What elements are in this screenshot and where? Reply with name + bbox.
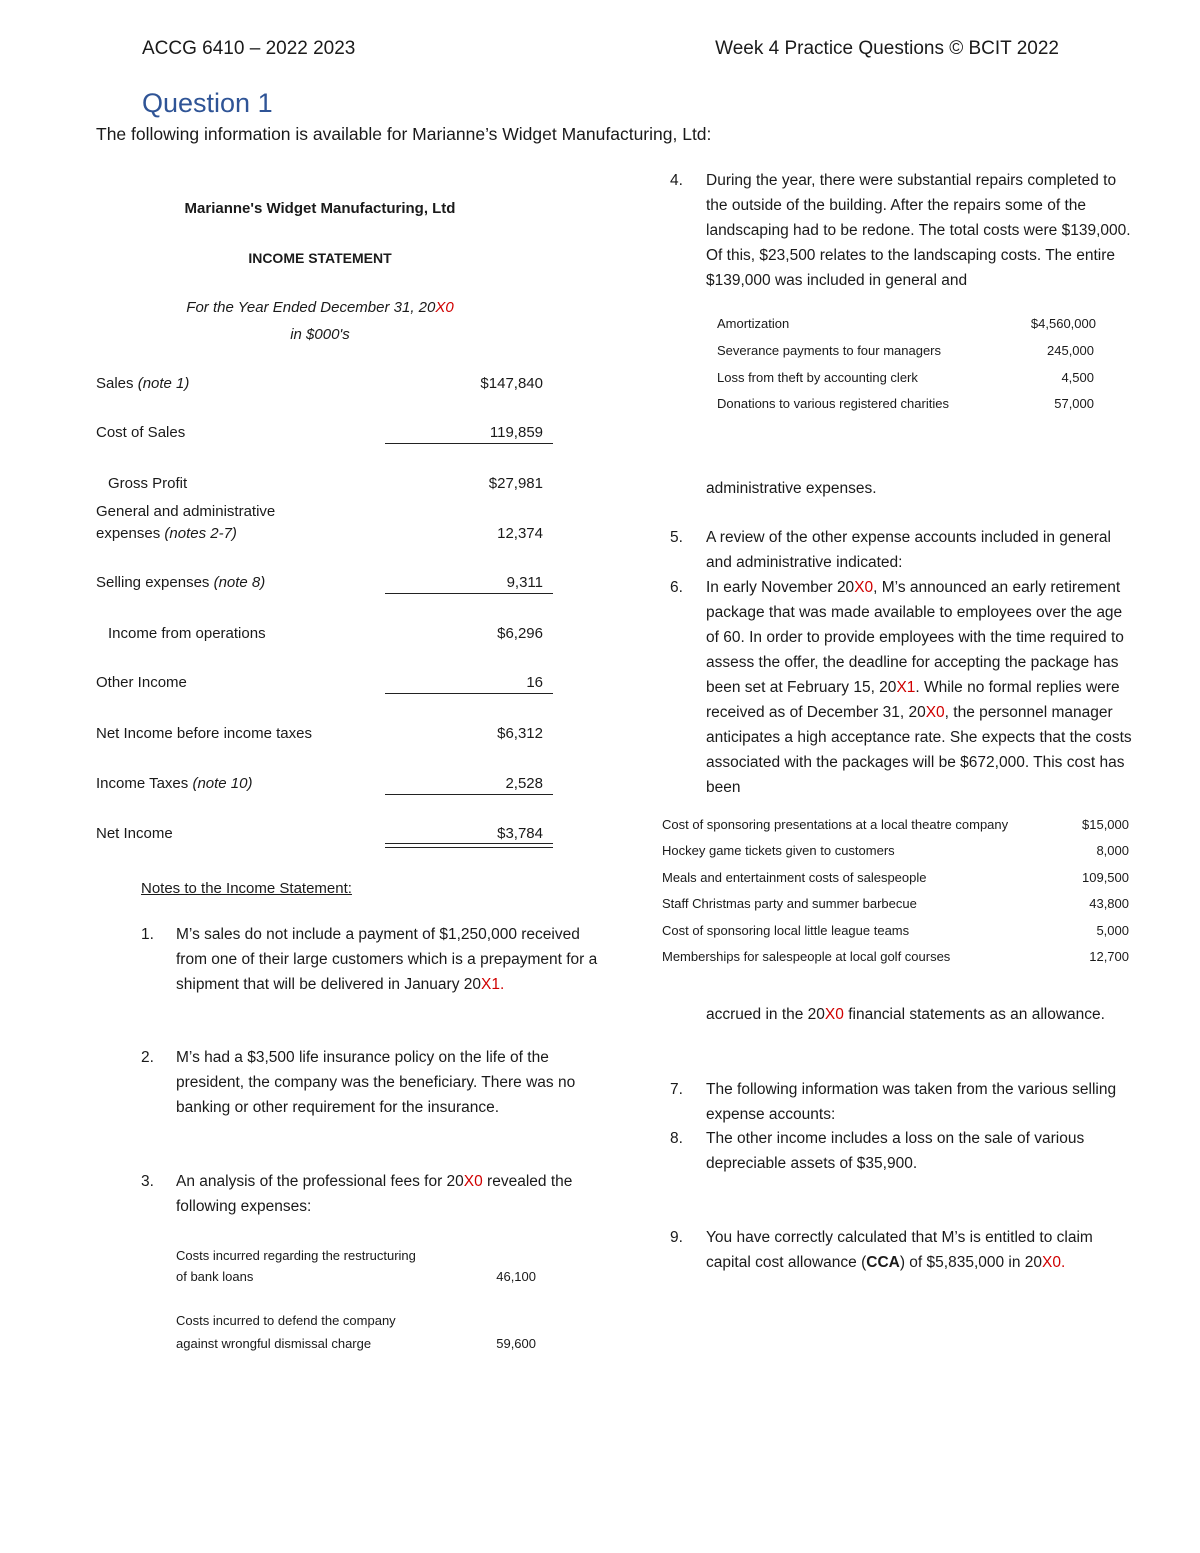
selling-label: Meals and entertainment costs of salespeople	[662, 870, 927, 885]
row-label-other-income: Other Income	[96, 674, 187, 691]
row-value-gross-profit: $27,981	[488, 475, 543, 492]
row-label-ga-line1: General and administrative	[96, 503, 276, 520]
note-6-continued: accrued in the 20X0 financial statements as an allowance.	[706, 1006, 1105, 1023]
header-week: Week 4 Practice Questions © BCIT 2022	[715, 38, 1059, 59]
row-label-gross-profit: Gross Profit	[108, 475, 188, 492]
expense-label: Amortization	[717, 316, 790, 331]
fee-label-line1: Costs incurred to defend the company	[176, 1313, 396, 1328]
note-7-number: 7.	[670, 1081, 683, 1098]
company-name: Marianne's Widget Manufacturing, Ltd	[184, 200, 456, 217]
fee-value: 59,600	[496, 1336, 536, 1351]
question-title: Question 1	[142, 88, 273, 118]
selling-label: Hockey game tickets given to customers	[662, 843, 895, 858]
expense-label: Donations to various registered charities	[717, 396, 949, 411]
note-4-number: 4.	[670, 172, 683, 189]
expense-value: 4,500	[1061, 370, 1094, 385]
note-1-number: 1.	[141, 926, 154, 943]
row-label-nibt: Net Income before income taxes	[96, 725, 312, 742]
expense-label: Severance payments to four managers	[717, 343, 942, 358]
statement-period: For the Year Ended December 31, 20X0	[186, 299, 454, 316]
note-1: M’s sales do not include a payment of $1,250,000 received from one of their large customers which is a prepayment for a shipment that will be delivered in January 20X1.	[176, 926, 598, 993]
note-7: The following information was taken from the various selling expense accounts:	[706, 1081, 1117, 1123]
selling-value: 43,800	[1089, 896, 1129, 911]
row-value-selling: 9,311	[506, 574, 543, 591]
question-intro: The following information is available for Marianne’s Widget Manufacturing, Ltd:	[96, 124, 712, 144]
selling-value: 8,000	[1096, 843, 1129, 858]
subtotal-line	[385, 794, 553, 795]
row-label-sales: Sales (note 1)	[96, 375, 190, 392]
fee-label-line2: of bank loans	[176, 1269, 254, 1284]
row-value-income-ops: $6,296	[497, 625, 543, 642]
fee-value: 46,100	[496, 1269, 536, 1284]
row-value-net-income: $3,784	[497, 825, 543, 842]
row-label-net-income: Net Income	[96, 825, 173, 842]
note-8: The other income includes a loss on the sale of various depreciable assets of $35,900.	[706, 1130, 1085, 1172]
notes-heading: Notes to the Income Statement:	[141, 880, 352, 897]
selling-label: Staff Christmas party and summer barbecue	[662, 896, 917, 911]
note-5: A review of the other expense accounts included in general and administrative indicated:	[706, 529, 1111, 571]
row-value-sales: $147,840	[480, 375, 543, 392]
row-label-cost-of-sales: Cost of Sales	[96, 424, 186, 441]
selling-label: Cost of sponsoring presentations at a local theatre company	[662, 817, 1009, 832]
note-2-number: 2.	[141, 1049, 154, 1066]
statement-title: INCOME STATEMENT	[248, 250, 392, 266]
note-2: M’s had a $3,500 life insurance policy on the life of the president, the company was the beneficiary. There was no banking or other requirement for the insurance.	[176, 1049, 576, 1116]
note-6-number: 6.	[670, 579, 683, 596]
expense-value: $4,560,000	[1030, 316, 1096, 331]
selling-value: 12,700	[1089, 949, 1129, 964]
selling-value: 5,000	[1096, 923, 1129, 938]
note-9: You have correctly calculated that M’s is entitled to claim capital cost allowance (CCA) of $5,835,000 in 20X0.	[706, 1229, 1093, 1271]
total-double-line	[385, 843, 553, 848]
selling-label: Cost of sponsoring local little league teams	[662, 923, 910, 938]
row-value-ga: 12,374	[497, 525, 543, 542]
expense-label: Loss from theft by accounting clerk	[717, 370, 918, 385]
note-4: During the year, there were substantial repairs completed to the outside of the building. After the repairs some of the landscaping had to be redone. The total costs were $139,000. Of this, $23,500 relates to the landscaping costs. The entire $139,000 was included in general and	[706, 172, 1131, 289]
note-6: In early November 20X0, M’s announced an early retirement package that was made available to employees over the age of 60. In order to provide employees with the time required to assess the offer, the deadline for accepting the package has been set at February 15, 20X1. While no formal replies were received as of December 31, 20X0, the personnel manager anticipates a high acceptance rate. She expects that the costs associated with the packages will be $672,000. This cost has been	[706, 579, 1132, 796]
fee-label-line2: against wrongful dismissal charge	[176, 1336, 372, 1351]
row-value-taxes: 2,528	[505, 775, 543, 792]
row-label-ga-line2: expenses (notes 2-7)	[96, 525, 237, 542]
note-8-number: 8.	[670, 1130, 683, 1147]
row-label-taxes: Income Taxes (note 10)	[96, 775, 253, 792]
selling-label: Memberships for salespeople at local golf courses	[662, 949, 951, 964]
note-5-number: 5.	[670, 529, 683, 546]
note-9-number: 9.	[670, 1229, 683, 1246]
note-3-number: 3.	[141, 1173, 154, 1190]
subtotal-line	[385, 693, 553, 694]
note-4-continued: administrative expenses.	[706, 480, 877, 497]
row-value-cost-of-sales: 119,859	[489, 424, 543, 441]
selling-value: 109,500	[1082, 870, 1129, 885]
fee-label-line1: Costs incurred regarding the restructuring	[176, 1248, 416, 1263]
row-value-nibt: $6,312	[497, 725, 543, 742]
subtotal-line	[385, 443, 553, 444]
expense-value: 57,000	[1054, 396, 1094, 411]
row-value-other-income: 16	[526, 674, 543, 691]
statement-units: in $000's	[290, 326, 350, 343]
header-course: ACCG 6410 – 2022 2023	[142, 38, 356, 59]
subtotal-line	[385, 593, 553, 594]
selling-value: $15,000	[1082, 817, 1129, 832]
expense-value: 245,000	[1047, 343, 1094, 358]
row-label-selling: Selling expenses (note 8)	[96, 574, 266, 591]
note-3: An analysis of the professional fees for 20X0 revealed the following expenses:	[176, 1173, 573, 1215]
row-label-income-ops: Income from operations	[108, 625, 266, 642]
